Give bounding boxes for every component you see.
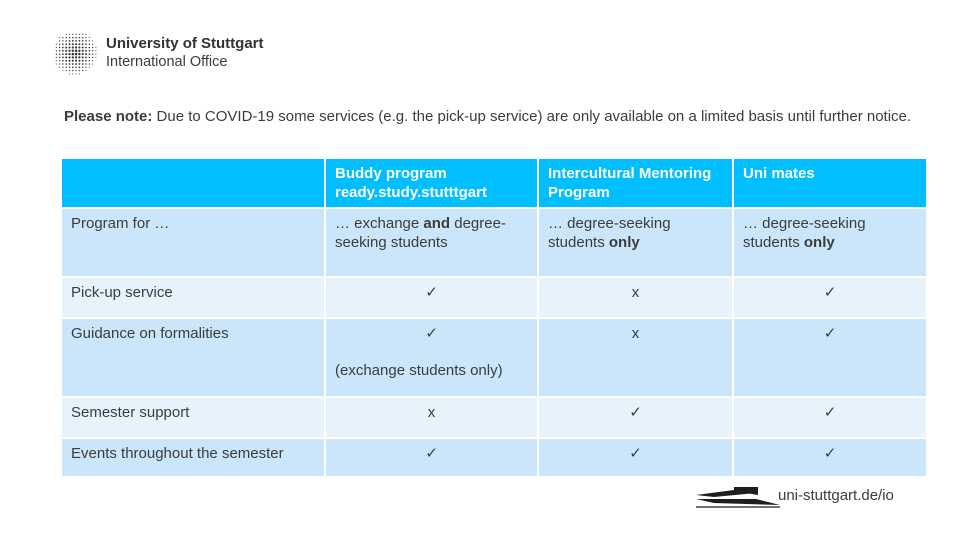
logo-dot bbox=[65, 60, 67, 62]
services-table bbox=[60, 157, 928, 478]
cell-mentoring bbox=[538, 397, 733, 438]
status-mark: ✓ bbox=[425, 284, 438, 301]
logo-dot bbox=[78, 60, 80, 62]
status-mark: ✓ bbox=[425, 325, 438, 342]
logo-dot bbox=[82, 63, 84, 65]
logo-dot bbox=[59, 63, 60, 64]
logo-dot bbox=[89, 57, 91, 59]
logo-dot bbox=[75, 56, 77, 58]
logo-dot bbox=[92, 40, 93, 41]
logo-dot bbox=[79, 67, 81, 69]
logo-dot bbox=[85, 63, 87, 65]
logo-dot bbox=[75, 70, 76, 71]
logo-dot bbox=[89, 50, 91, 52]
logo-dot bbox=[72, 43, 74, 45]
cell-unimates bbox=[733, 277, 927, 318]
row-label: Semester support bbox=[61, 397, 325, 438]
logo-dot bbox=[72, 50, 74, 52]
logo-dot bbox=[79, 63, 81, 65]
logo-dot bbox=[69, 37, 70, 38]
logo-dot bbox=[62, 60, 64, 62]
table-header-row bbox=[61, 158, 927, 208]
university-name: University of Stuttgart bbox=[106, 35, 264, 52]
logo-dot bbox=[62, 67, 63, 68]
cell-mentoring bbox=[538, 438, 733, 477]
logo-dot bbox=[59, 44, 60, 45]
logo-dot bbox=[92, 53, 93, 54]
cell-unimates bbox=[733, 318, 927, 397]
header-empty bbox=[61, 158, 325, 208]
logo-dot bbox=[89, 37, 90, 38]
cell-mentoring bbox=[538, 277, 733, 318]
logo-dot bbox=[62, 70, 63, 71]
footer bbox=[694, 483, 894, 511]
logo-dot bbox=[62, 57, 64, 59]
logo-dot bbox=[68, 46, 70, 48]
cell-buddy bbox=[325, 208, 538, 277]
logo-dot bbox=[69, 73, 70, 74]
logo-dot bbox=[69, 70, 70, 71]
logo-dot bbox=[62, 47, 64, 49]
university-logo-icon bbox=[52, 30, 98, 76]
logo-dot bbox=[59, 53, 61, 55]
logo-dot bbox=[62, 40, 63, 41]
table-row bbox=[61, 397, 927, 438]
logo-dot bbox=[78, 43, 80, 45]
logo-dot bbox=[59, 50, 61, 52]
logo-dot bbox=[89, 43, 90, 44]
logo-dot bbox=[82, 37, 83, 38]
logo-dot bbox=[75, 40, 77, 42]
logo-dot bbox=[85, 60, 87, 62]
logo-dot bbox=[72, 37, 74, 39]
status-mark: ✓ bbox=[823, 445, 837, 462]
logo-dot bbox=[59, 47, 60, 48]
status-mark: ✓ bbox=[425, 445, 438, 462]
logo-dot bbox=[56, 47, 57, 48]
row-label: Events throughout the semester bbox=[61, 438, 325, 477]
cell-note: (exchange students only) bbox=[335, 362, 503, 379]
logo-dot bbox=[82, 40, 84, 42]
logo-dot bbox=[75, 46, 77, 48]
logo-dot bbox=[85, 34, 86, 35]
logo-dot bbox=[89, 63, 90, 64]
cell-mentoring bbox=[538, 318, 733, 397]
logo-dot bbox=[72, 73, 73, 74]
logo-dot bbox=[65, 56, 67, 58]
logo-dot bbox=[66, 37, 67, 38]
logo-dot bbox=[95, 54, 96, 55]
logo-dot bbox=[62, 53, 64, 55]
logo-dot bbox=[56, 53, 57, 54]
logo-dot bbox=[89, 60, 90, 61]
logo-dot bbox=[65, 47, 67, 49]
logo-dot bbox=[75, 50, 78, 53]
logo-dot bbox=[65, 67, 66, 68]
logo-dot bbox=[89, 40, 90, 41]
status-mark: ✓ bbox=[629, 404, 642, 421]
note-text: Due to COVID-19 some services (e.g. the pick-up service) are only available on a limited basis until further notice. bbox=[152, 108, 912, 125]
table-row bbox=[61, 208, 927, 277]
logo-dot bbox=[56, 57, 57, 58]
cell-mentoring bbox=[538, 208, 733, 277]
logo-dot bbox=[92, 63, 93, 64]
logo-dot bbox=[82, 47, 84, 49]
cell-unimates bbox=[733, 438, 927, 477]
logo-dot bbox=[69, 40, 71, 42]
logo-dot bbox=[95, 50, 96, 51]
logo-dot bbox=[78, 50, 80, 52]
covid-note bbox=[64, 106, 914, 128]
logo-dot bbox=[75, 67, 77, 69]
logo-dot bbox=[72, 63, 74, 65]
header-buddy-program: Buddy program ready.study.stutttgart bbox=[325, 158, 538, 208]
logo-dot bbox=[82, 34, 83, 35]
logo-dot bbox=[72, 34, 73, 35]
logo-dot bbox=[69, 60, 71, 62]
logo-dot bbox=[72, 53, 75, 56]
logo-dot bbox=[56, 60, 57, 61]
logo-dot bbox=[59, 40, 60, 41]
logo-dot bbox=[75, 34, 76, 35]
logo-dot bbox=[62, 63, 63, 64]
logo-dot bbox=[66, 34, 67, 35]
logo-dot bbox=[75, 43, 77, 45]
logo-dot bbox=[62, 50, 64, 52]
note-label: Please note: bbox=[64, 108, 153, 125]
logo-dot bbox=[59, 67, 60, 68]
logo-dot bbox=[68, 50, 70, 52]
logo-dot bbox=[59, 60, 60, 61]
logo-dot bbox=[89, 67, 90, 68]
cell-emphasis: and bbox=[423, 215, 451, 232]
cell-unimates bbox=[733, 208, 927, 277]
logo-dot bbox=[89, 47, 91, 49]
logo-dot bbox=[65, 43, 67, 45]
logo-dot bbox=[65, 50, 67, 52]
logo-dot bbox=[85, 40, 86, 41]
logo-dot bbox=[72, 40, 74, 42]
logo-dot bbox=[85, 43, 87, 45]
logo-dot bbox=[85, 57, 87, 59]
logo-dot bbox=[56, 50, 57, 51]
logo-dot bbox=[72, 70, 73, 71]
logo-dot bbox=[95, 47, 96, 48]
logo-dot bbox=[82, 50, 84, 52]
table-row bbox=[61, 277, 927, 318]
row-label: Pick-up service bbox=[61, 277, 325, 318]
cell-text: … degree-seeking students bbox=[548, 215, 671, 251]
logo-dot bbox=[69, 67, 71, 69]
logo-dot bbox=[75, 37, 77, 39]
logo-dot bbox=[68, 56, 70, 58]
logo-dot bbox=[69, 43, 71, 45]
status-mark: ✓ bbox=[823, 284, 837, 301]
logo-dot bbox=[85, 67, 86, 68]
status-mark: ✓ bbox=[823, 404, 837, 421]
cell-unimates bbox=[733, 397, 927, 438]
table-row bbox=[61, 438, 927, 477]
row-label: Guidance on formalities bbox=[61, 318, 325, 397]
cell-text: degree-seeking students bbox=[335, 215, 506, 251]
logo-dot bbox=[65, 53, 67, 55]
cell-emphasis: only bbox=[608, 234, 640, 251]
logo-dot bbox=[78, 56, 80, 58]
logo-dot bbox=[72, 67, 74, 69]
logo-dot bbox=[69, 34, 70, 35]
table-row bbox=[61, 318, 927, 397]
cell-text: … degree-seeking students bbox=[743, 215, 866, 251]
logo-dot bbox=[59, 37, 60, 38]
logo-dot bbox=[92, 60, 93, 61]
university-logo bbox=[52, 30, 264, 76]
logo-dot bbox=[79, 70, 80, 71]
logo-dot bbox=[65, 63, 67, 65]
cell-text: … exchange bbox=[335, 215, 424, 232]
logo-dot bbox=[82, 43, 84, 45]
logo-dot bbox=[78, 46, 80, 48]
logo-dot bbox=[85, 70, 86, 71]
logo-dot bbox=[92, 44, 93, 45]
logo-dot bbox=[56, 44, 57, 45]
logo-dot bbox=[92, 57, 93, 58]
cell-emphasis: only bbox=[803, 234, 835, 251]
logo-dot bbox=[62, 37, 63, 38]
office-name: International Office bbox=[106, 54, 228, 70]
logo-dot bbox=[79, 73, 80, 74]
logo-dot bbox=[79, 34, 80, 35]
cell-buddy bbox=[325, 318, 538, 397]
logo-dot bbox=[59, 57, 60, 58]
logo-dot bbox=[56, 63, 57, 64]
logo-dot bbox=[72, 56, 74, 58]
status-mark: ✓ bbox=[629, 445, 642, 462]
cell-buddy bbox=[325, 277, 538, 318]
logo-dot bbox=[65, 40, 67, 42]
logo-dot bbox=[79, 37, 80, 38]
logo-dot bbox=[82, 67, 83, 68]
cell-buddy bbox=[325, 438, 538, 477]
footer-url[interactable]: uni-stuttgart.de/io bbox=[778, 486, 894, 504]
logo-dot bbox=[69, 63, 71, 65]
header-intercultural-mentoring: Intercultural Mentoring Program bbox=[538, 158, 733, 208]
logo-dot bbox=[78, 53, 80, 55]
logo-dot bbox=[92, 50, 93, 51]
logo-dot bbox=[75, 63, 77, 65]
status-mark: x bbox=[631, 284, 640, 301]
logo-dot bbox=[62, 43, 64, 45]
logo-dot bbox=[82, 56, 84, 58]
logo-dot bbox=[85, 47, 87, 49]
row-label: Program for … bbox=[61, 208, 325, 277]
logo-dot bbox=[72, 60, 74, 62]
logo-dot bbox=[85, 53, 87, 55]
logo-dot bbox=[76, 73, 77, 74]
logo-dot bbox=[66, 70, 67, 71]
logo-dot bbox=[79, 40, 81, 42]
logo-dot bbox=[75, 60, 77, 62]
logo-dot bbox=[85, 50, 87, 52]
status-mark: x bbox=[631, 325, 640, 342]
logo-dot bbox=[68, 53, 70, 55]
logo-dot bbox=[85, 37, 86, 38]
cell-buddy bbox=[325, 397, 538, 438]
status-mark: ✓ bbox=[823, 325, 837, 342]
stuttgart-footer-logo-icon bbox=[694, 483, 786, 511]
status-mark: x bbox=[427, 404, 436, 421]
logo-dot bbox=[72, 46, 74, 48]
logo-dot bbox=[89, 53, 91, 55]
logo-dot bbox=[75, 53, 78, 56]
logo-dot bbox=[95, 57, 96, 58]
header-uni-mates: Uni mates bbox=[733, 158, 927, 208]
logo-dot bbox=[82, 53, 84, 55]
logo-dot bbox=[82, 70, 83, 71]
logo-dot bbox=[82, 60, 84, 62]
logo-dot bbox=[92, 47, 93, 48]
